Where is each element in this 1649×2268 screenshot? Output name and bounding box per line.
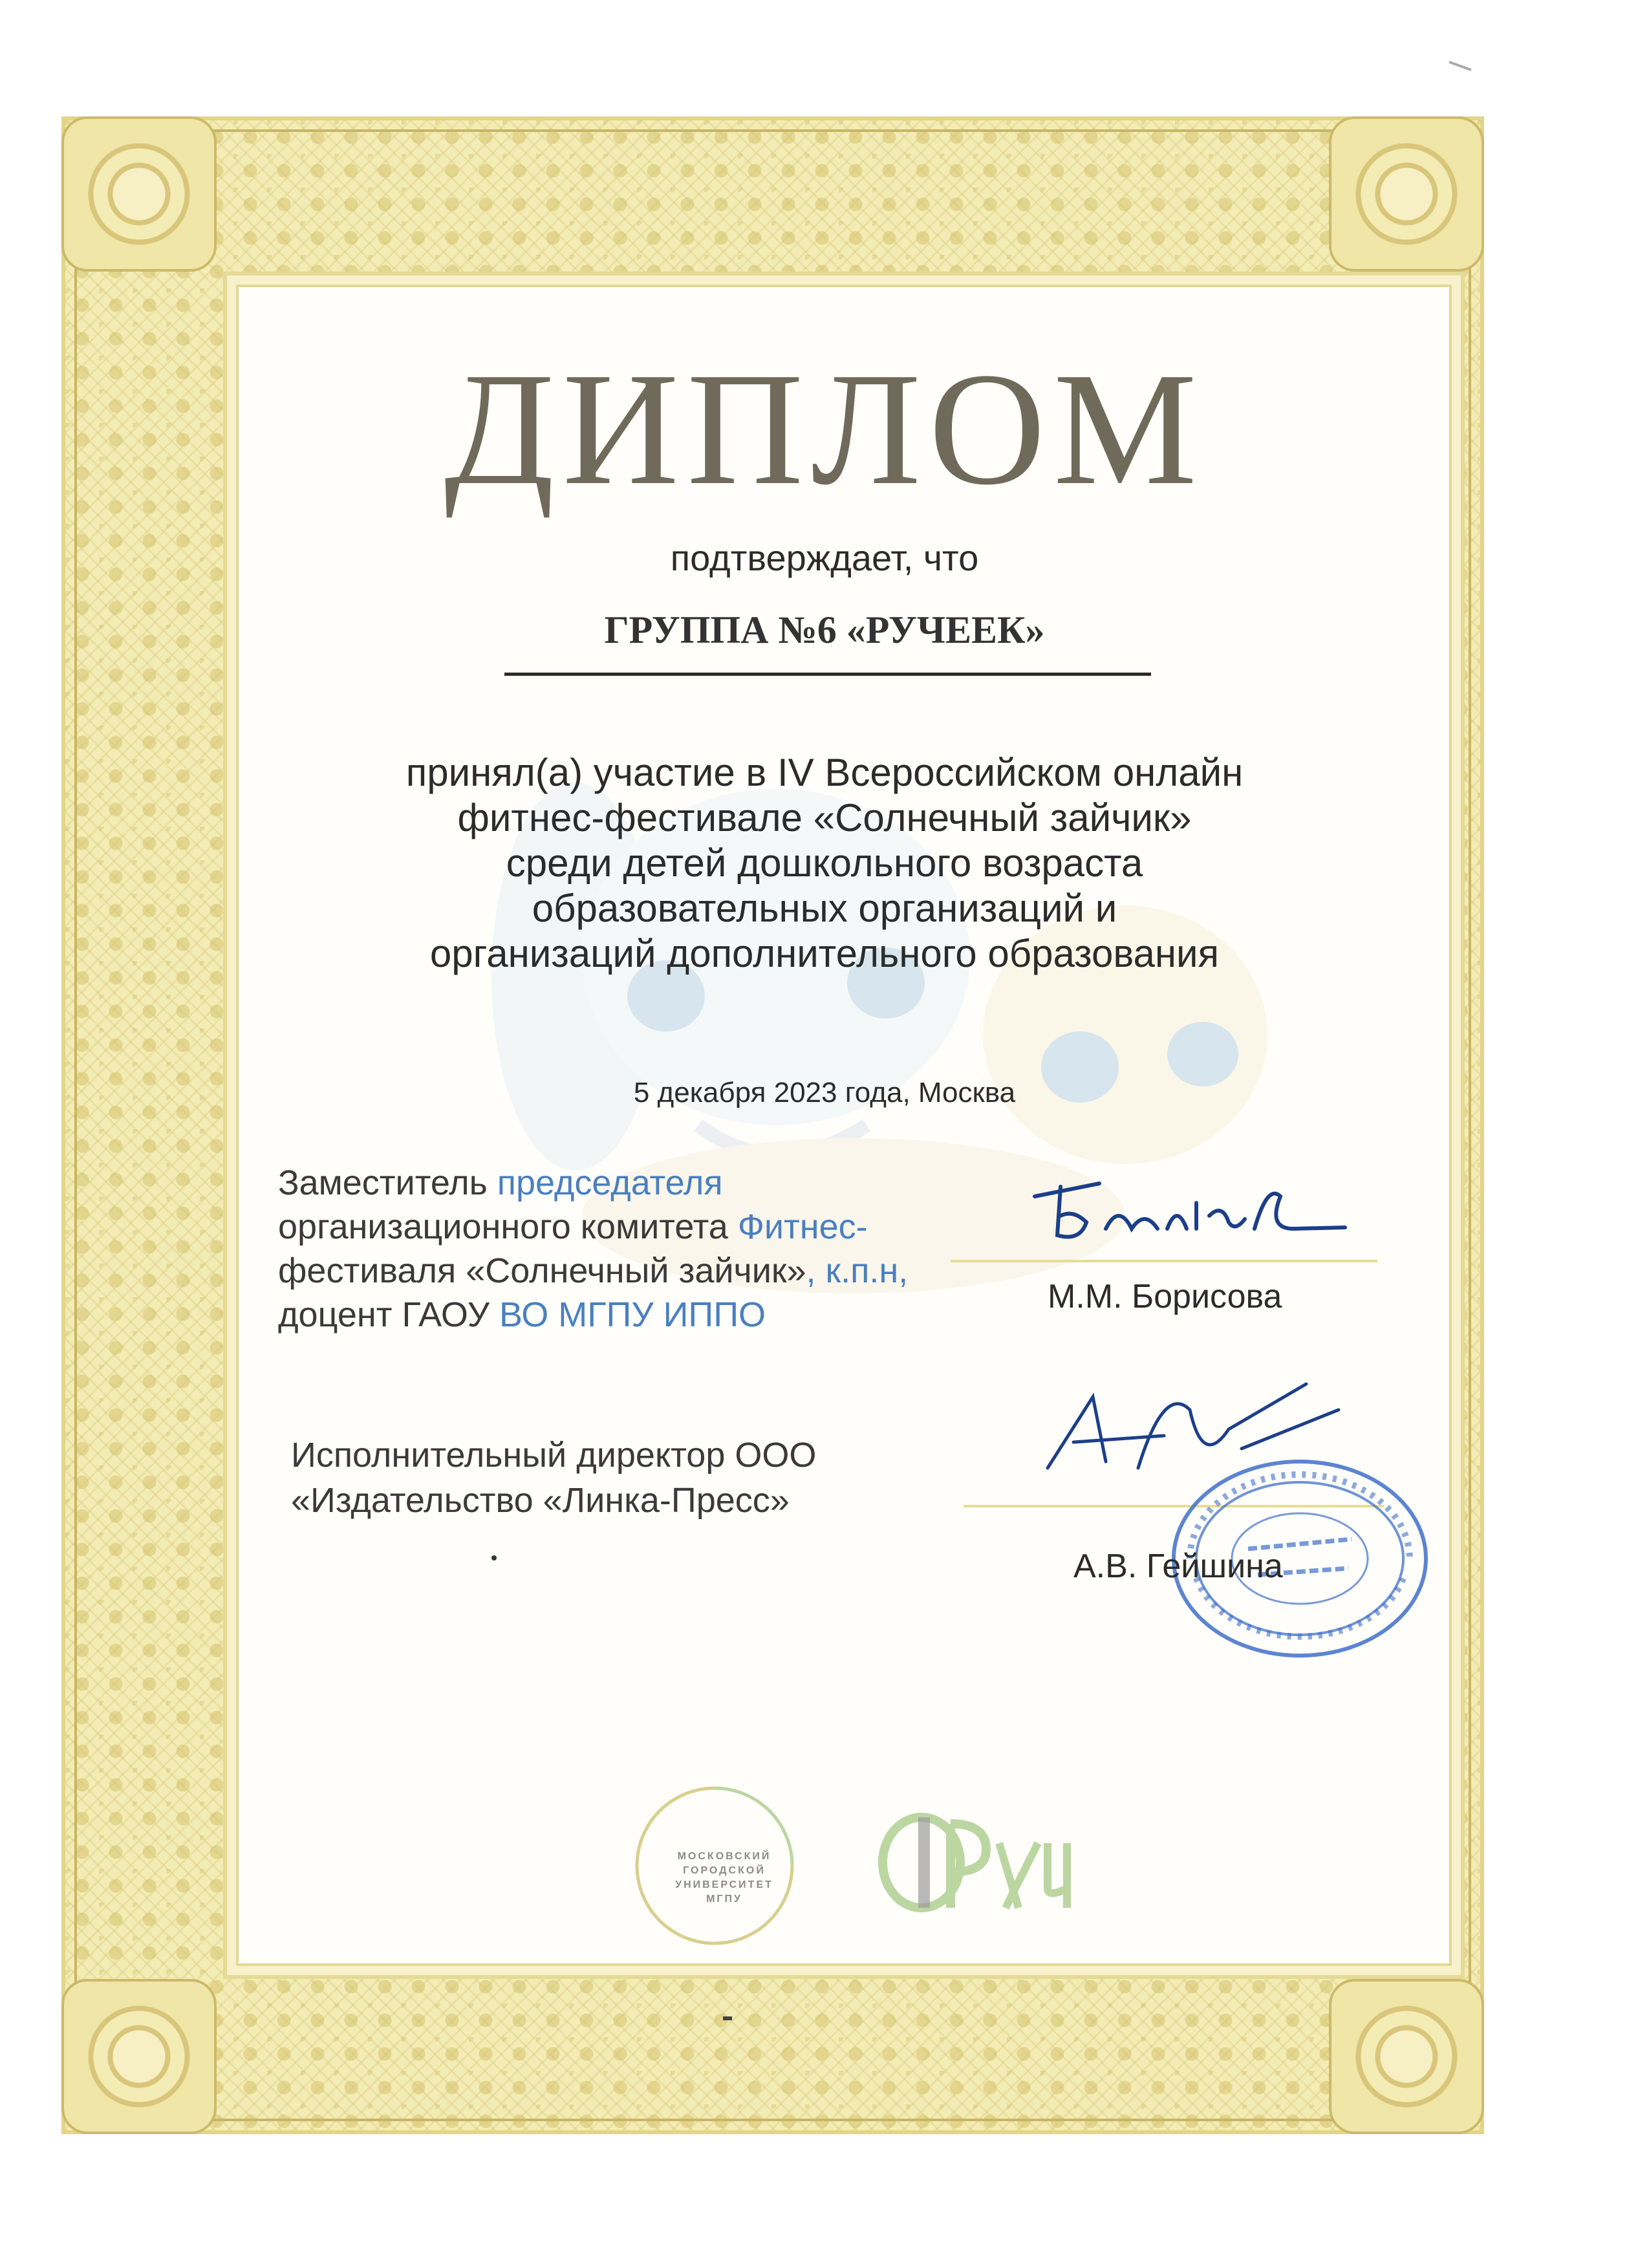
signature-geishina	[1035, 1371, 1371, 1500]
corner-ornament-top-right	[1329, 116, 1484, 272]
mgpu-logo-line: УНИВЕРСИТЕТ	[675, 1879, 773, 1890]
obruch-logo	[873, 1804, 1086, 1914]
participation-line: организаций дополнительного образования	[429, 932, 1220, 975]
scan-speck	[491, 1555, 497, 1561]
signatory2-position	[291, 1432, 816, 1523]
mgpu-logo-text	[663, 1850, 786, 1906]
diploma-title: ДИПЛОМ	[444, 340, 1205, 519]
position-line	[278, 1161, 908, 1205]
position-line: Исполнительный директор ООО	[291, 1436, 817, 1474]
position-text-highlight: , к.п.н,	[806, 1251, 909, 1290]
corner-ornament-top-left	[61, 116, 217, 272]
position-line	[278, 1293, 908, 1337]
position-line	[278, 1205, 908, 1249]
participation-line: принял(а) участие в IV Всероссийском онлайн	[405, 751, 1244, 794]
position-line	[278, 1249, 908, 1293]
recipient-name: ГРУППА №6 «РУЧЕЕК»	[604, 609, 1045, 651]
confirms-text: подтверждает, что	[670, 537, 979, 578]
participation-text	[0, 750, 1649, 977]
position-text: Заместитель	[278, 1163, 497, 1202]
position-text: фестиваля «Солнечный зайчик»	[278, 1251, 806, 1290]
participation-line: образовательных организаций и	[532, 887, 1117, 930]
signature-borisova	[1022, 1158, 1358, 1261]
signature-line	[951, 1260, 1377, 1262]
corner-ornament-bottom-left	[61, 1979, 217, 2134]
participation-line: среди детей дошкольного возраста	[506, 841, 1143, 885]
signatory1-position	[278, 1161, 908, 1337]
date-place: 5 декабря 2023 года, Москва	[633, 1077, 1016, 1108]
signatory2-name: А.В. Гейшина	[1073, 1548, 1283, 1585]
signatory1-name: М.М. Борисова	[1048, 1278, 1282, 1315]
position-text-highlight: председателя	[497, 1163, 723, 1202]
position-text-highlight: Фитнес-	[737, 1207, 868, 1246]
participation-line: фитнес-фестивале «Солнечный зайчик»	[457, 796, 1192, 839]
corner-ornament-bottom-right	[1329, 1979, 1484, 2134]
position-text: организационного комитета	[278, 1207, 738, 1246]
mgpu-logo-line: ГОРОДСКОЙ	[683, 1865, 766, 1876]
scan-speck	[723, 2016, 732, 2020]
recipient-underline	[504, 673, 1151, 676]
position-text: доцент ГАОУ	[278, 1295, 500, 1334]
mgpu-logo-line: МГПУ	[706, 1894, 742, 1905]
mgpu-logo-line: МОСКОВСКИЙ	[677, 1851, 771, 1862]
scan-speck	[1449, 61, 1471, 71]
position-text-highlight: ВО МГПУ ИППО	[499, 1295, 766, 1334]
position-line: «Издательство «Линка-Пресс»	[291, 1481, 790, 1520]
